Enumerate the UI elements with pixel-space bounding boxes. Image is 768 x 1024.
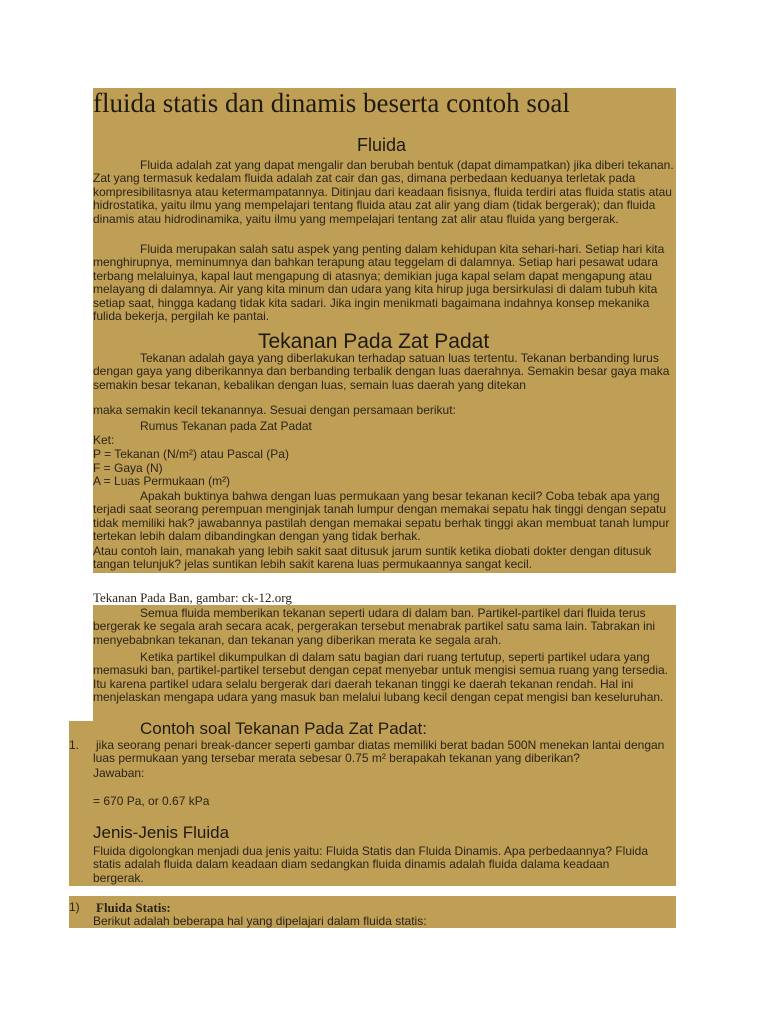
paragraph-tekanan-definition: Tekanan adalah gaya yang diberlakukan terhadap satuan luas tertentu. Tekanan berbanding lurus dengan gaya yang diberikannya dan berbanding terbalik dengan luas daerahnya. Semakin besar gaya maka semakin besar tekanan, kebalikan dengan luas, semain luas daerah yang ditekan	[93, 351, 670, 392]
paragraph-jenis-fluida: Fluida digolongkan menjadi dua jenis yaitu: Fluida Statis dan Fluida Dinamis. Apa perbedaannya? Fluida statis adalah fluida dalam keadaan diam sedangkan fluida dinamis adalah fluida dalama keadaan bergerak.	[93, 844, 649, 885]
question-text: jika seorang penari break-dancer seperti gambar diatas memiliki berat badan 500N menekan lantai dengan luas permukaan yang tersebar merata sebesar 0.75 m² berapakah tekanan yang diberikan?	[93, 738, 665, 766]
paragraph-ban-particles: Ketika partikel dikumpulkan di dalam satu bagian dari ruang tertutup, seperti partikel udara yang memasuki ban, partikel-partikel tersebut dengan cepat menyebar untuk mengisi semua ruang yang tersedia. Itu karena partikel udara selalu bergerak dari daerah tekanan tinggi ke daerah tekanan rendah. Hal ini menjelaskan mengapa udara yang masuk ban melalui lubang kecil dengan cepat mengisi ban keseluruhan.	[93, 650, 668, 705]
paragraph-fluida-definition: Fluida adalah zat yang dapat mengalir dan berubah bentuk (dapat dimampatkan) jika diberi tekanan. Zat yang termasuk kedalam fluida adalah zat cair dan gas, dimana perbedaan keduanya terletak pada kompresibilitasnya atau ketermampatannya. Ditinjau dari keadaan fisisnya, fluida terdiri atas fluida statis atau hidrostatika, yaitu ilmu yang mempelajari tentang fluida atau zat alir yang diam (tidak bergerak); dan fluida dinamis atau hidrodinamika, yaitu ilmu yang mempelajari tentang zat alir atau fluida yang bergerak.	[93, 158, 674, 226]
section-heading-fluida: Fluida	[357, 135, 407, 155]
section-heading-jenis-fluida: Jenis-Jenis Fluida	[93, 823, 230, 842]
paragraph-tekanan-example-shoes: Apakah buktinya bahwa dengan luas permukaan yang besar tekanan kecil? Coba tebak apa yang terjadi saat seorang perempuan menginjak tanah lumpur dengan memakai sepatu hak tinggi dengan sepatu tidak memiliki hak? jawabannya pastilah dengan memakai sepatu berhak tinggi akan membuat tanah lumpur tertekan lebih dalam dibandingkan dengan yang tidak berhak.	[93, 489, 670, 544]
document-title: fluida statis dan dinamis beserta contoh soal	[93, 88, 570, 118]
image-caption-tekanan-ban: Tekanan Pada Ban, gambar: ck-12.org	[93, 590, 292, 605]
ket-label: Ket:	[93, 433, 115, 447]
question-number: 1.	[69, 738, 80, 752]
paragraph-fluida-statis-intro: Berikut adalah beberapa hal yang dipelajari dalam fluida statis:	[93, 914, 427, 928]
formula-caption: Rumus Tekanan pada Zat Padat	[140, 419, 312, 433]
paragraph-tekanan-continuation: maka semakin kecil tekanannya. Sesuai dengan persamaan berikut:	[93, 403, 456, 417]
section-heading-tekanan: Tekanan Pada Zat Padat	[258, 330, 490, 353]
ket-force: F = Gaya (N)	[93, 461, 163, 475]
section-heading-fluida-statis: Fluida Statis:	[96, 900, 171, 915]
section-heading-contoh-soal: Contoh soal Tekanan Pada Zat Padat:	[140, 719, 427, 738]
paragraph-tekanan-example-needle: Atau contoh lain, manakah yang lebih sakit saat ditusuk jarum suntik ketika diobati dokter dengan ditusuk tangan telunjuk? jelas suntikan lebih sakit karena luas permukaannya sangat kecil.	[93, 544, 652, 572]
list-number-statis: 1)	[69, 900, 80, 914]
paragraph-fluida-daily-life: Fluida merupakan salah satu aspek yang penting dalam kehidupan kita sehari-hari. Setiap hari kita menghirupnya, meminumnya dan bahkan terapung atau teggelam di dalamnya. Setiap hari pesawat udara terbang melaluinya, kapal laut mengapung di atasnya; demikian juga kapal selam dapat mengapung atau melayang di dalamnya. Air yang kita minum dan udara yang kita hirup juga bersirkulasi di dalam tubuh kita setiap saat, hingga kadang tidak kita sadari. Jika ingin menikmati bagaimana indahnya konsep mekanika fulida bekerja, pergilah ke pantai.	[93, 242, 665, 324]
ket-area: A = Luas Permukaan (m²)	[93, 474, 231, 488]
answer-value: = 670 Pa, or 0.67 kPa	[93, 794, 210, 808]
answer-label: Jawaban:	[93, 766, 145, 780]
paragraph-ban-pressure: Semua fluida memberikan tekanan seperti udara di dalam ban. Partikel-partikel dari fluida terus bergerak ke segala arah secara acak, pergerakan tersebut menabrak partikel satu sama lain. Tabrakan ini menyebabnkan tekanan, dan tekanan yang diberikan merata ke segala arah.	[93, 606, 656, 647]
ket-pressure: P = Tekanan (N/m²) atau Pascal (Pa)	[93, 447, 289, 461]
